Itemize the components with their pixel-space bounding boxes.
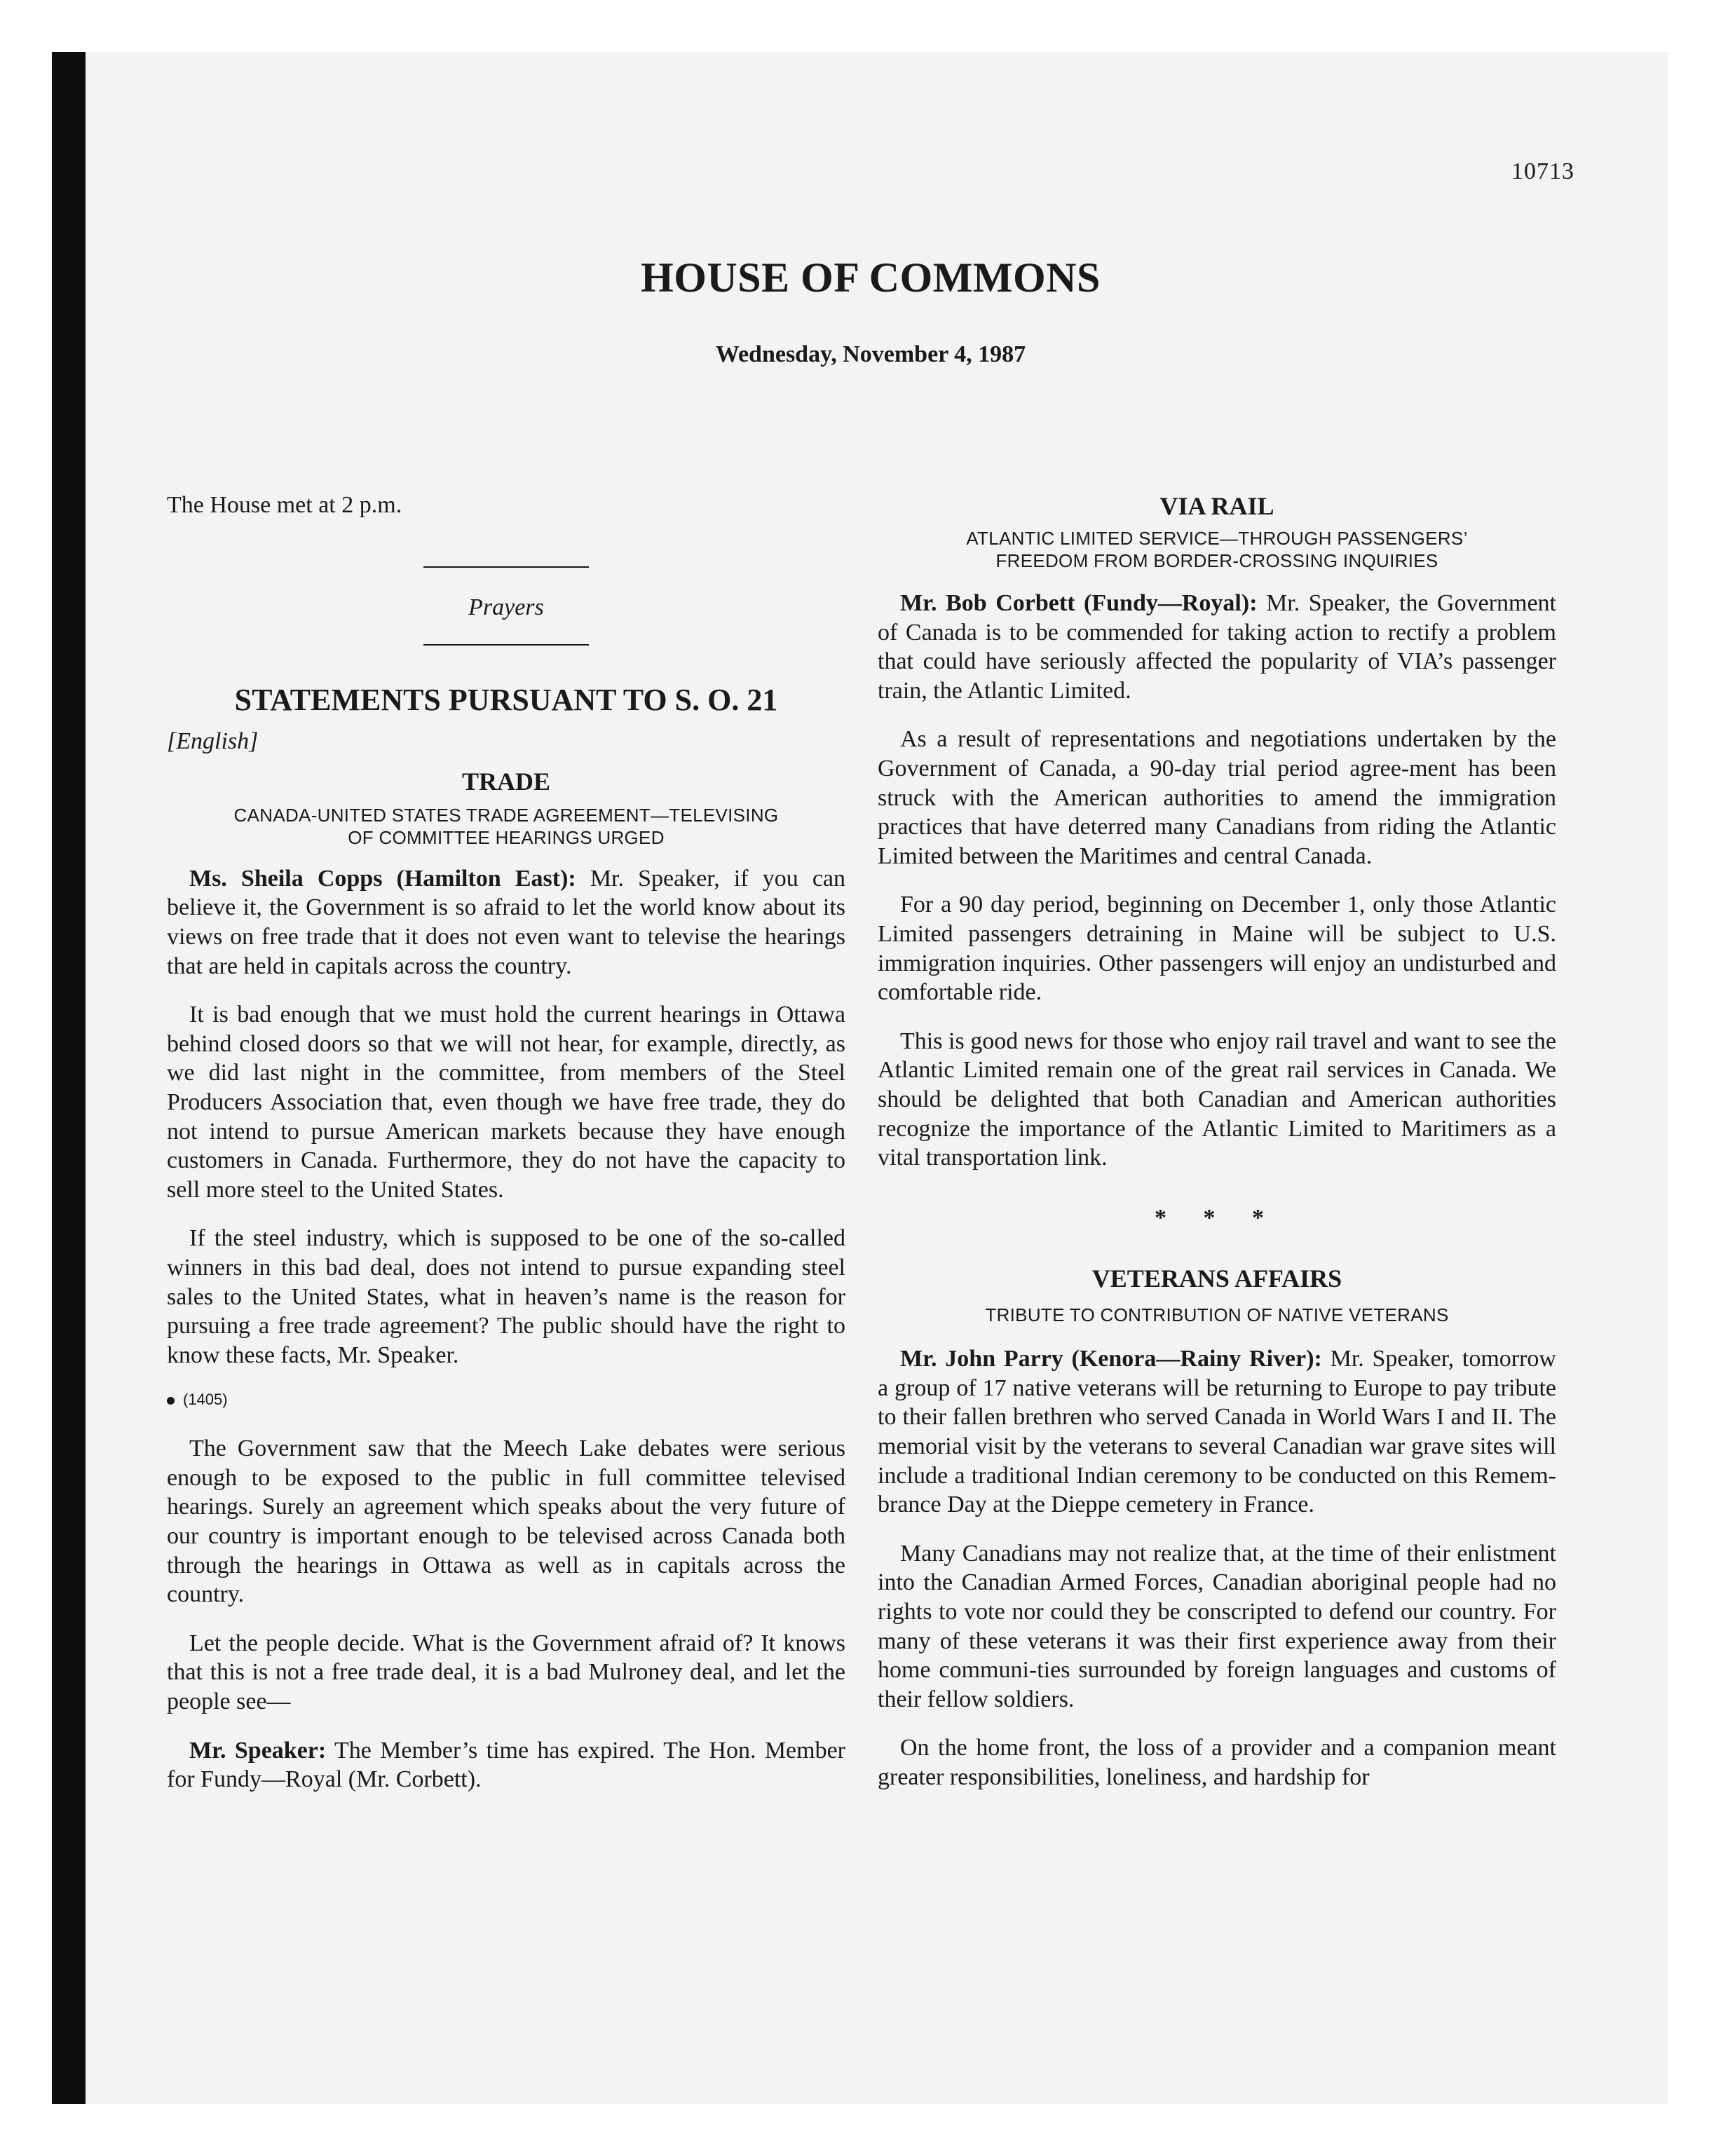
- paragraph: For a 90 day period, beginning on December 1, only those Atlantic Limited passengers detraining in Maine will be subject to U.S. immigration inquiries. Other passengers will enjoy an undisturbed and comfortable ride.: [878, 892, 1556, 1006]
- copps-statement: Ms. Sheila Copps (Hamilton East): Mr. Speaker, if you can believe it, the Government is so afraid to let the world know about its views on free trade that it does not even want to televise the hearings that are held in capitals across the country.: [167, 865, 845, 979]
- corbett-statement: Mr. Bob Corbett (Fundy—Royal): Mr. Speaker, the Government of Canada is to be commended for taking action to rectify a problem that could have seriously affected the popularity of VIA’s passenger train, the Atlantic Limited.: [878, 590, 1557, 704]
- via-rail-heading: VIA RAIL: [1159, 492, 1274, 520]
- paragraph: Many Canadians may not realize that, at the time of their enlistment into the Canadian Armed Forces, Canadian aboriginal people had no rights to vote nor could they be conscripted to defend our country. For many of these veterans it was their first experience away from their home communi-ties surrounded by foreign languages and customs of their fellow soldiers.: [878, 1540, 1556, 1712]
- paragraph: As a result of representations and negotiations undertaken by the Government of Canada, a 90-day trial period agree-ment has been struck with the American authorities to amend the immigration practices that have deterred many Canadians from riding the Atlantic Limited between the Maritimes and central Canada.: [878, 726, 1556, 869]
- veterans-heading: VETERANS AFFAIRS: [1091, 1264, 1342, 1293]
- section-separator: * * *: [1155, 1204, 1279, 1231]
- right-column: [878, 491, 1556, 1792]
- paragraph: If the steel industry, which is supposed to be one of the so-called winners in this bad deal, does not intend to pursue expanding steel sales to the United States, what in heaven’s name is the reason for pursuing a free trade agreement? The public should have the right to know these facts, Mr. Speaker.: [167, 1225, 845, 1368]
- via-rail-subheading: ATLANTIC LIMITED SERVICE—THROUGH PASSENGERS’ FREEDOM FROM BORDER-CROSSING INQUIRIES: [966, 528, 1468, 571]
- paragraph: The Government saw that the Meech Lake debates were serious enough to be exposed to the public in full committee televised hearings. Surely an agreement which speaks about the very future of our country is important enough to be televised across Canada both through the hearings in Ottawa as well as in capitals across the country.: [167, 1435, 845, 1608]
- section-heading: STATEMENTS PURSUANT TO S. O. 21: [234, 683, 778, 718]
- page-number: 10713: [1511, 158, 1574, 184]
- trade-subheading: CANADA-UNITED STATES TRADE AGREEMENT—TELEVISING OF COMMITTEE HEARINGS URGED: [233, 804, 779, 848]
- bullet-icon: [167, 1397, 175, 1405]
- parry-statement: Mr. John Parry (Kenora—Rainy River): Mr. Speaker, tomorrow a group of 17 native veterans will be returning to Europe to pay tribute to their fallen brethren who served Canada in World Wars I and II. The memorial visit by the veterans to several Canadian war grave sites will include a traditional Indian ceremony to be conducted on this Remem-brance Day at the Dieppe cemetery in France.: [878, 1346, 1556, 1518]
- paragraph: This is good news for those who enjoy rail travel and want to see the Atlantic Limited remain one of the great rail services in Canada. We should be delighted that both Canadian and American authorities recognize the importance of the Atlantic Limited to Maritimers as a vital transportation link.: [878, 1028, 1556, 1171]
- speaker-name: Mr. Bob Corbett (Fundy—Royal):: [900, 590, 1258, 616]
- scan-edge-bar: [52, 52, 86, 2104]
- speaker-name: Ms. Sheila Copps (Hamilton East):: [189, 865, 576, 892]
- sitting-date: Wednesday, November 4, 1987: [715, 341, 1026, 367]
- paragraph: On the home front, the loss of a provider and a companion meant greater responsibilities, loneliness, and hardship for: [878, 1735, 1556, 1790]
- veterans-subheading: TRIBUTE TO CONTRIBUTION OF NATIVE VETERANS: [985, 1304, 1449, 1326]
- time-marker: (1405): [167, 1389, 845, 1410]
- house-met-line: The House met at 2 p.m.: [167, 492, 402, 518]
- prayers-label: Prayers: [468, 594, 544, 620]
- left-column: [167, 491, 845, 1794]
- page-title: HOUSE OF COMMONS: [641, 254, 1101, 301]
- speaker-name: Mr. John Parry (Kenora—Rainy River):: [900, 1346, 1322, 1372]
- speaker-name: Mr. Speaker:: [189, 1737, 327, 1763]
- paragraph: It is bad enough that we must hold the current hearings in Ottawa behind closed doors so that we will not hear, for example, directly, as we did last night in the committee, from members of the Steel Producers Association that, even though we have free trade, they do not intend to pursue American markets because they have enough customers in Canada. Furthermore, they do not have the capacity to sell more steel to the United States.: [167, 1002, 845, 1203]
- trade-heading: TRADE: [461, 767, 551, 796]
- language-tag: [English]: [167, 728, 259, 755]
- speaker-ruling: Mr. Speaker: The Member’s time has expired. The Hon. Member for Fundy—Royal (Mr. Corbett).: [167, 1737, 846, 1793]
- paragraph: Let the people decide. What is the Government afraid of? It knows that this is not a free trade deal, it is a bad Mulroney deal, and let the people see—: [167, 1630, 845, 1715]
